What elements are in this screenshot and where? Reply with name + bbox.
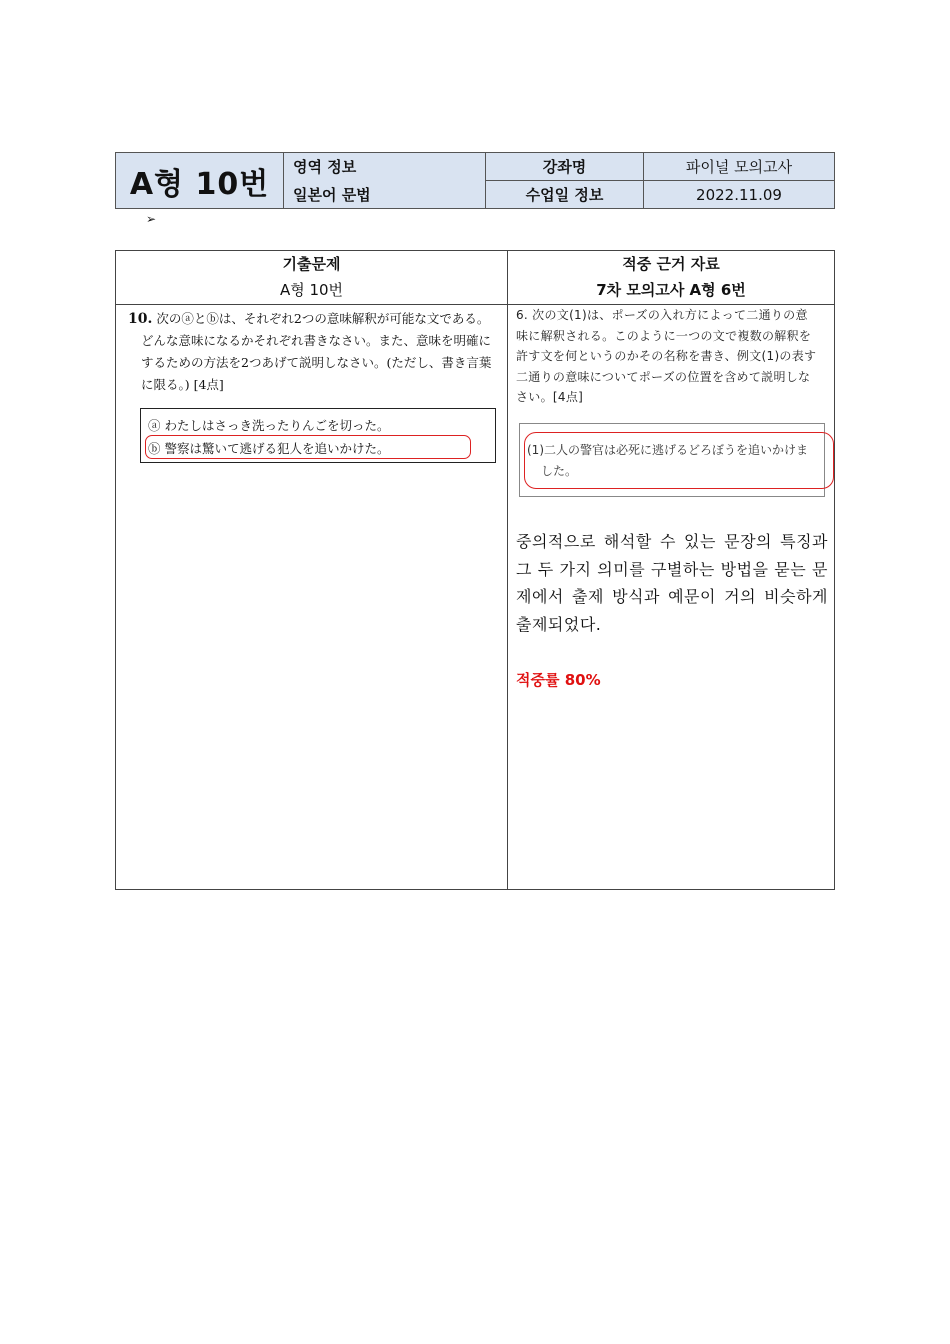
question-line-2: どんな意味になるかそれぞれ書きなさい。また、意味を明確に [141, 333, 492, 348]
question-line-3: するための方法を2つあげて説明しなさい。(ただし、書き言葉 [141, 355, 492, 370]
highlight-oval-right [524, 432, 834, 489]
bullet-arrow-icon: ➢ [146, 212, 157, 226]
question-code: A형 10번 [116, 153, 284, 208]
question-number: 10. [128, 311, 153, 327]
analysis-comment: 중의적으로 해석할 수 있는 문장의 특징과 그 두 가지 의미를 구별하는 방법을 묻는 문제에서 출제 방식과 예문이 거의 비슷하게 출제되었다. [516, 532, 828, 634]
area-info-cell [284, 153, 486, 208]
left-title: 기출문제 [282, 255, 341, 273]
left-subtitle: A형 10번 [279, 281, 344, 299]
reference-example-line-2: した。 [541, 464, 578, 478]
ref-line-3: 許す文を何というのかその名称を書き、例文(1)の表す [516, 349, 817, 363]
right-column-header [508, 251, 834, 304]
column-divider [507, 251, 508, 889]
right-subtitle: 7차 모의고사 A형 6번 [596, 281, 746, 299]
date-label: 수업일 정보 [486, 181, 644, 208]
comparison-table [115, 250, 835, 890]
exam-question [128, 308, 500, 396]
area-value: 일본어 문법 [293, 186, 371, 204]
date-value: 2022.11.09 [696, 185, 782, 204]
area-label: 영역 정보 [293, 158, 357, 176]
reference-question [516, 305, 834, 408]
question-line-1: 次のⓐとⓑは、それぞれ2つの意味解釈が可能な文である。 [156, 311, 490, 326]
left-column-header [116, 251, 507, 304]
right-title: 적중 근거 자료 [622, 255, 720, 273]
example-a: ⓐ わたしはさっき洗ったりんごを切った。 [148, 418, 390, 433]
highlight-oval-left [145, 435, 471, 459]
course-label: 강좌명 [486, 153, 644, 181]
ref-line-1: 6. 次の文(1)は、ポーズの入れ方によって二通りの意 [516, 308, 808, 322]
ref-line-2: 味に解釈される。このように一つの文で複数の解釈を [516, 328, 812, 343]
reference-example-line-1: (1)二人の警官は必死に逃げるどろぼうを追いかけま [527, 443, 809, 457]
question-line-4: に限る。) [4点] [141, 377, 224, 392]
example-b: ⓑ 警察は驚いて逃げる犯人を追いかけた。 [148, 441, 390, 456]
ref-line-4: 二通りの意味についてポーズの位置を含めて説明しな [516, 369, 811, 384]
ref-line-5: さい。[4点] [516, 390, 584, 404]
header-table [115, 152, 835, 209]
course-value: 파이널 모의고사 [644, 153, 834, 181]
hit-rate: 적중률 80% [516, 671, 601, 689]
